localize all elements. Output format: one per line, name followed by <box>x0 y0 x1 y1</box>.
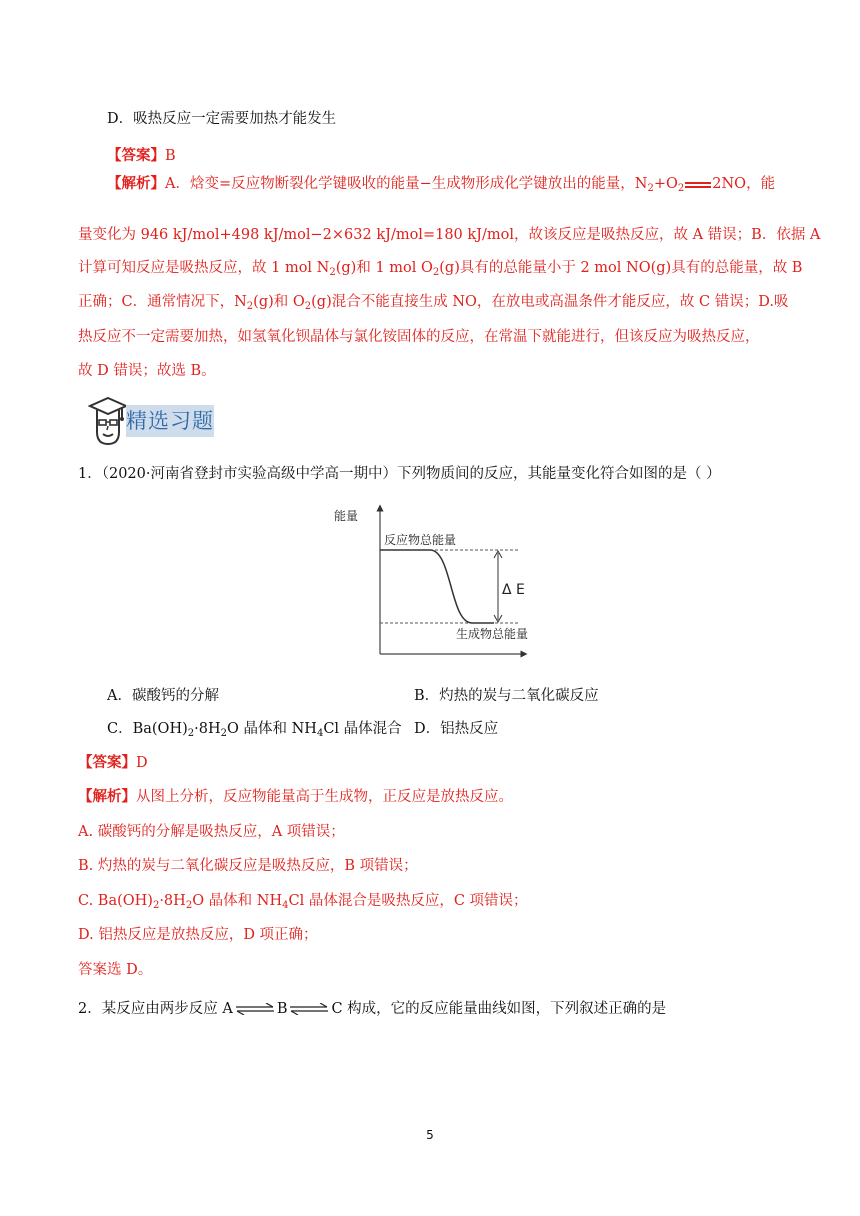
subscript: 4 <box>316 728 324 739</box>
subscript: 2 <box>185 900 193 911</box>
product-label: 生成物总能量 <box>456 627 529 641</box>
reversible-arrow-icon <box>235 1003 275 1015</box>
analysis-text: C. Ba(OH) <box>78 893 153 909</box>
q2-stem <box>78 999 666 1019</box>
subscript: 2 <box>246 301 254 312</box>
page-number: 5 <box>426 1128 434 1142</box>
reversible-arrow-icon <box>289 1003 329 1015</box>
subscript: 2 <box>304 301 312 312</box>
analysis-text: O 晶体和 NH <box>192 893 283 909</box>
q1-analysis-intro <box>78 787 513 807</box>
analysis-text: Cl 晶体混合是吸热反应，C 项错误； <box>288 893 528 909</box>
q1-option-d: D．铝热反应 <box>414 721 499 737</box>
q1-analysis-c <box>78 891 528 911</box>
prev-analysis-line-6: 故 D 错误；故选 B。 <box>78 363 216 379</box>
diagram-y-label: 能量 <box>334 509 359 523</box>
prev-answer <box>107 146 176 166</box>
analysis-text: (g)和 1 mol O <box>335 260 433 276</box>
prev-analysis-line-1 <box>107 174 775 194</box>
analysis-text: (g)具有的总能量小于 2 mol NO(g)具有的总能量，故 B <box>439 260 803 276</box>
analysis-text: 计算可知反应是吸热反应，故 1 mol N <box>78 260 330 276</box>
section-banner <box>88 396 218 448</box>
q1-option-c <box>107 719 402 739</box>
subscript: 2 <box>329 267 336 278</box>
analysis-text: (g)混合不能直接生成 NO，在放电或高温条件才能反应，故 C 错误；D.吸 <box>311 294 789 310</box>
option-text: Cl 晶体混合 <box>323 721 402 737</box>
analysis-tag: 【解析】 <box>78 788 136 805</box>
section-title: 精选习题 <box>126 405 214 437</box>
q1-answer <box>78 753 148 773</box>
subscript: 2 <box>432 267 440 278</box>
reactant-label: 反应物总能量 <box>384 533 457 547</box>
answer-value: B <box>165 148 176 164</box>
answer-tag: 【答案】 <box>78 754 136 771</box>
q1-stem: 1．（2020·河南省登封市实验高级中学高一期中）下列物质间的反应，其能量变化符合如图的是（ ） <box>78 466 721 482</box>
analysis-text: ·8H <box>159 893 186 909</box>
prev-option-d: D．吸热反应一定需要加热才能发生 <box>107 111 337 127</box>
prev-analysis-line-4 <box>78 292 788 312</box>
analysis-text: (g)和 O <box>253 294 305 310</box>
stem-text: 2．某反应由两步反应 A <box>78 1001 233 1017</box>
subscript: 2 <box>152 900 160 911</box>
q1-analysis-b: B. 灼热的炭与二氧化碳反应是吸热反应，B 项错误； <box>78 858 418 874</box>
answer-value: D <box>136 755 148 771</box>
subscript: 4 <box>282 900 289 911</box>
q1-conclusion: 答案选 D。 <box>78 962 153 978</box>
analysis-text: 从图上分析，反应物能量高于生成物，正反应是放热反应。 <box>136 789 513 805</box>
subscript: 2 <box>187 728 195 739</box>
analysis-text: +O <box>653 176 678 192</box>
option-text: C．Ba(OH) <box>107 721 188 737</box>
option-text: O 晶体和 NH <box>226 721 317 737</box>
delta-e-label: Δ E <box>502 582 525 598</box>
energy-diagram <box>332 502 530 664</box>
equals-sign-icon <box>685 177 711 189</box>
subscript: 2 <box>220 728 227 739</box>
stem-text: C 构成，它的反应能量曲线如图，下列叙述正确的是 <box>331 1001 667 1017</box>
stem-text: B <box>276 1001 288 1017</box>
q1-analysis-a: A. 碳酸钙的分解是吸热反应，A 项错误； <box>78 824 345 840</box>
analysis-tag: 【解析】 <box>107 175 165 192</box>
q1-analysis-d: D. 铝热反应是放热反应，D 项正确； <box>78 927 318 943</box>
analysis-text: 2NO，能 <box>712 176 776 192</box>
option-text: ·8H <box>194 721 221 737</box>
analysis-text: A．焓变=反应物断裂化学键吸收的能量−生成物形成化学键放出的能量，N <box>165 176 648 192</box>
answer-tag: 【答案】 <box>107 147 165 164</box>
subscript: 2 <box>647 183 654 194</box>
student-graduation-cap-icon <box>88 396 128 448</box>
q1-option-a: A．碳酸钙的分解 <box>107 688 219 704</box>
prev-analysis-line-5: 热反应不一定需要加热，如氢氧化钡晶体与氯化铵固体的反应，在常温下就能进行，但该反应为吸热反应， <box>78 329 760 345</box>
prev-analysis-line-3 <box>78 258 802 278</box>
prev-analysis-line-2: 量变化为 946 kJ/mol+498 kJ/mol−2×632 kJ/mol=180 kJ/mol，故该反应是吸热反应，故 A 错误；B．依据 A <box>78 227 821 243</box>
analysis-text: 正确；C．通常情况下，N <box>78 294 247 310</box>
q1-option-b: B．灼热的炭与二氧化碳反应 <box>414 688 599 704</box>
energy-curve <box>380 550 494 623</box>
subscript: 2 <box>677 183 685 194</box>
